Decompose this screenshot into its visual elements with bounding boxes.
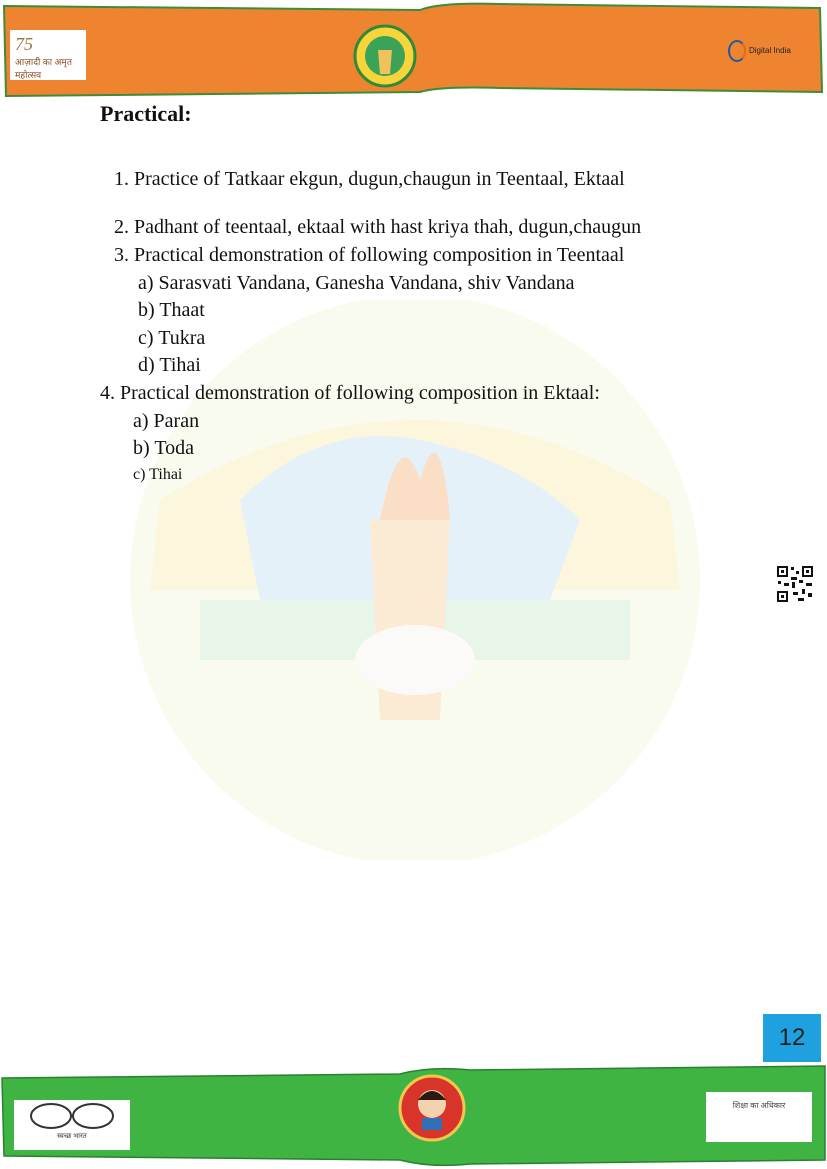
sub-list-item: [133, 437, 194, 460]
sub-list-item-text: Toda: [154, 437, 195, 459]
digital-india-text: Digital India: [749, 46, 791, 56]
sub-list-item-text: Tihai: [149, 466, 183, 483]
sub-list-item-letter: c): [133, 466, 146, 483]
digital-india-logo: [728, 40, 798, 70]
sub-list-item-letter: a): [133, 410, 149, 432]
sub-list-item: [138, 354, 201, 377]
azadi-logo-number: 75: [15, 34, 33, 54]
list-item-text: Practice of Tatkaar ekgun, dugun,chaugun in Teentaal, Ektaal: [134, 168, 625, 190]
swachh-bharat-logo: [14, 1100, 130, 1150]
swachh-bharat-text: स्वच्छ भारत: [57, 1133, 87, 1140]
list-item-text: Practical demonstration of following composition in Ektaal:: [120, 382, 600, 404]
sub-list-item: [138, 327, 205, 350]
sub-list-item-letter: b): [138, 299, 155, 321]
sub-list-item-text: Tihai: [159, 354, 201, 376]
sub-list-item-text: Tukra: [158, 327, 206, 349]
list-item: [114, 168, 625, 191]
page-title: Practical:: [100, 101, 192, 126]
sub-list-item: [133, 410, 199, 433]
sub-list-item-letter: a): [138, 272, 154, 294]
qr-code: [776, 565, 814, 603]
list-item-number: 2.: [114, 216, 129, 238]
list-item-number: 1.: [114, 168, 129, 190]
azadi-ka-amrit-mahotsav-logo: [10, 30, 86, 80]
sub-list-item-letter: b): [133, 437, 150, 459]
digital-india-icon: [728, 40, 746, 62]
page-number-badge: 12: [763, 1014, 821, 1062]
spectacles-icon: [27, 1100, 117, 1130]
list-item: [100, 382, 600, 405]
list-item-text: Practical demonstration of following composition in Teentaal: [134, 244, 625, 266]
sub-list-item: [138, 299, 205, 322]
sub-list-item-text: Paran: [153, 410, 200, 432]
list-item-text: Padhant of teentaal, ektaal with hast kriya thah, dugun,chaugun: [134, 216, 642, 238]
sub-list-item: [133, 466, 182, 484]
list-item-number: 4.: [100, 382, 115, 404]
shiksha-text: शिक्षा का अधिकार: [732, 1101, 786, 1110]
sub-list-item-letter: c): [138, 327, 154, 349]
list-item-number: 3.: [114, 244, 129, 266]
shiksha-ka-adhikar-logo: [706, 1092, 812, 1142]
sub-list-item-text: Thaat: [159, 299, 205, 321]
list-item: [114, 216, 641, 239]
azadi-logo-text: आज़ादी का अमृत महोत्सव: [15, 57, 72, 80]
sub-list-item-text: Sarasvati Vandana, Ganesha Vandana, shiv Vandana: [158, 272, 575, 294]
header-band: [0, 0, 827, 110]
sub-list-item: [138, 272, 575, 295]
list-item: [114, 244, 624, 267]
sub-list-item-letter: d): [138, 354, 155, 376]
